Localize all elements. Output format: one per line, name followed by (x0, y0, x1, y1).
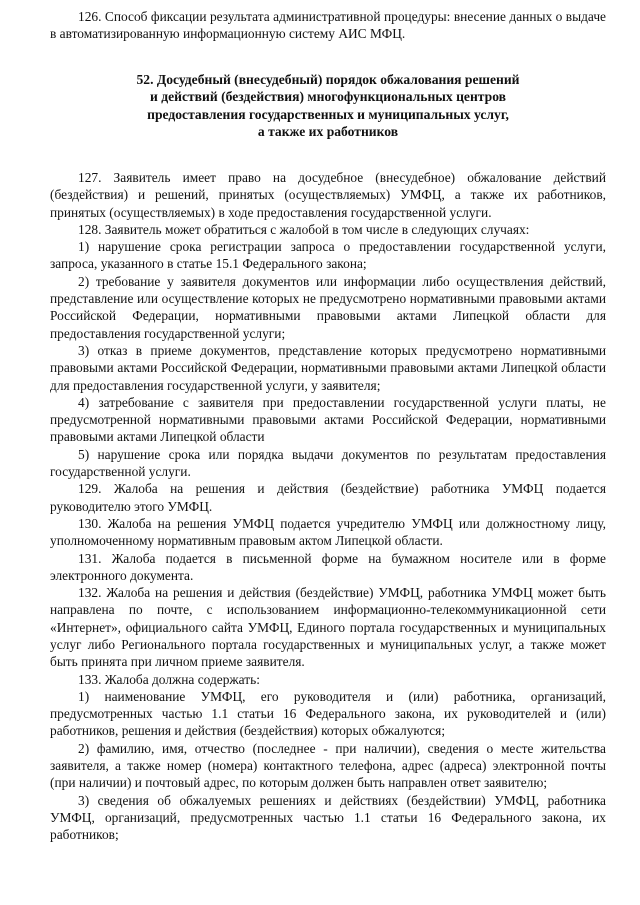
paragraph-127: 127. Заявитель имеет право на досудебное (внесудебное) обжалование действий (бездействия) и решений, принятых (осуществляемых) УМФЦ, а также их работников, принятых (осуществляемых) в ходе предоставления государственной услуги. (50, 169, 606, 220)
paragraph-132: 132. Жалоба на решения и действия (бездействие) УМФЦ, работника УМФЦ может быть направлена по почте, с использованием информационно-телекоммуникационной сети «Интернет», официального сайта УМФЦ, Единого портала государственных и муниципальных услуг либо Регионального портала государственных и муниципальных услуг, а также может быть принята при личном приеме заявителя. (50, 585, 606, 670)
paragraph-133-item-1: 1) наименование УМФЦ, его руководителя и (или) работника, организаций, предусмотренных частью 1.1 статьи 16 Федерального закона, их руководителей и (или) работников, решения и действия (бездействия) которых обжалуются; (50, 688, 606, 739)
paragraph-130: 130. Жалоба на решения УМФЦ подается учредителю УМФЦ или должностному лицу, уполномоченному нормативным правовым актом Липецкой области. (50, 515, 606, 549)
paragraph-133-item-3: 3) сведения об обжалуемых решениях и действиях (бездействии) УМФЦ, работника УМФЦ, организаций, предусмотренных частью 1.1 статьи 16 Федерального закона, их работников; (50, 792, 606, 843)
paragraph-128-item-1: 1) нарушение срока регистрации запроса о предоставлении государственной услуги, запроса, указанного в статье 15.1 Федерального закона; (50, 239, 606, 272)
section-body (50, 169, 606, 844)
paragraph-126: 126. Способ фиксации результата административной процедуры: внесение данных о выдаче в автоматизированную информационную систему АИС МФЦ. (50, 9, 606, 42)
paragraph-128-item-3: 3) отказ в приеме документов, представление которых предусмотрено нормативными правовыми актами Российской Федерации, нормативными правовыми актами Липецкой области для предоставления государственной услуги, у заявителя; (50, 342, 606, 393)
paragraph-133-item-2: 2) фамилию, имя, отчество (последнее - при наличии), сведения о месте жительства заявителя, а также номер (номера) контактного телефона, адрес (адреса) электронной почты (при наличии) и почтовый адрес, по которым должен быть направлен ответ заявителю; (50, 740, 606, 791)
paragraph-129: 129. Жалоба на решения и действия (бездействие) работника УМФЦ подается руководителю этого УМФЦ. (50, 481, 606, 514)
paragraph-131: 131. Жалоба подается в письменной форме на бумажном носителе или в форме электронного документа. (50, 550, 606, 583)
section-heading-line-1: 52. Досудебный (внесудебный) порядок обжалования решений (136, 71, 520, 87)
paragraph-128: 128. Заявитель может обратиться с жалобой в том числе в следующих случаях: (78, 221, 530, 237)
paragraph-128-item-2: 2) требование у заявителя документов или информации либо осуществления действий, представление или осуществление которых не предусмотрено нормативными правовыми актами Российской Федерации, нормативными правовыми актами Липецкой области для предоставления государственной услуги; (50, 273, 606, 341)
section-heading-line-3: предоставления государственных и муниципальных услуг, (147, 106, 509, 122)
section-heading (50, 43, 606, 169)
section-heading-line-4: а также их работников (257, 124, 399, 140)
paragraph-128-item-4: 4) затребование с заявителя при предоставлении государственной услуги платы, не предусмотренной нормативными правовыми актами Российской Федерации, нормативными правовыми актами Липецкой области (50, 394, 606, 445)
section-heading-line-2: и действий (бездействия) многофункциональных центров (149, 89, 506, 105)
paragraph-133: 133. Жалоба должна содержать: (78, 671, 260, 687)
paragraph-128-item-5: 5) нарушение срока или порядка выдачи документов по результатам предоставления государственной услуги. (50, 446, 606, 480)
